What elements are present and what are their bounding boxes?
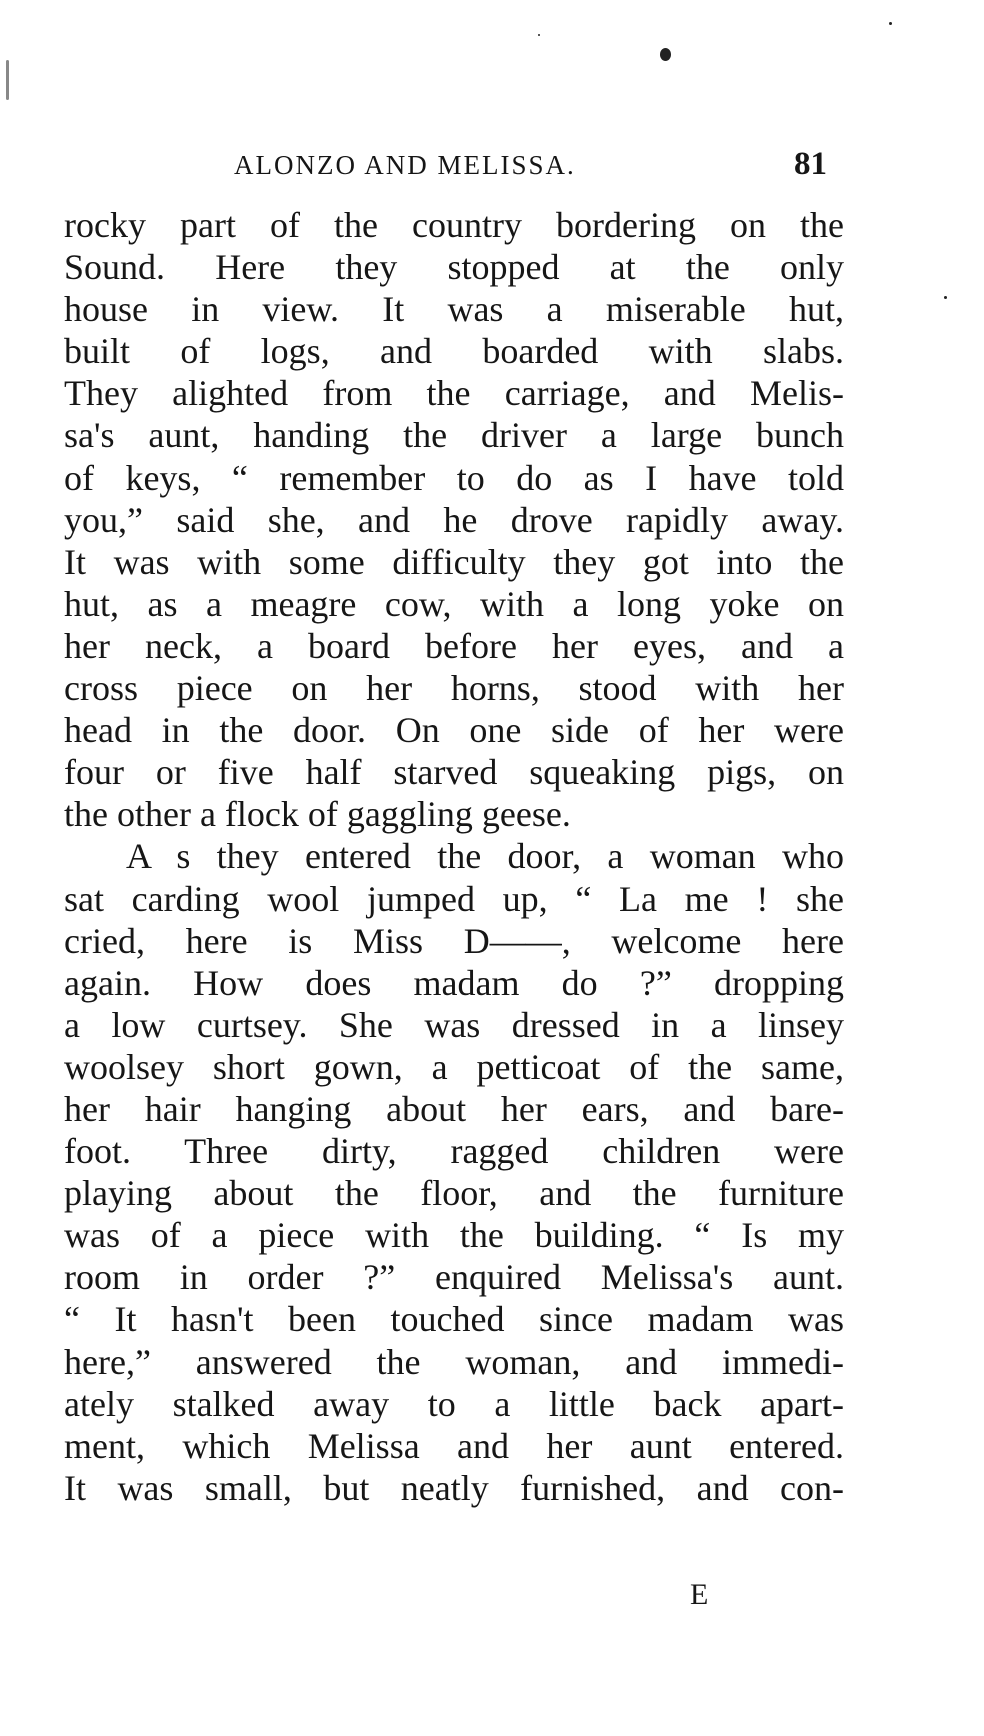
text-line: here,” answered the woman, and immedi- <box>64 1341 844 1382</box>
text-line: ment, which Melissa and her aunt entered. <box>64 1425 844 1466</box>
text-line: house in view. It was a miserable hut, <box>64 289 844 330</box>
text-line: built of logs, and boarded with slabs. <box>64 331 844 372</box>
text-line: the other a flock of gaggling geese. <box>64 794 571 835</box>
text-line: you,” said she, and he drove rapidly away. <box>64 499 844 540</box>
text-line: her neck, a board before her eyes, and a <box>64 625 844 666</box>
ink-speck <box>538 34 540 36</box>
ink-speck <box>944 296 947 299</box>
running-title: ALONZO AND MELISSA. <box>234 150 576 180</box>
text-line: ately stalked away to a little back apart- <box>64 1383 844 1424</box>
text-line: her hair hanging about her ears, and bare- <box>64 1088 844 1129</box>
text-line: rocky part of the country bordering on the <box>64 205 844 245</box>
text-line: It was small, but neatly furnished, and con- <box>64 1467 844 1508</box>
ink-speck <box>6 60 9 100</box>
text-line: of keys, “ remember to do as I have told <box>64 457 844 498</box>
text-line: playing about the floor, and the furniture <box>64 1173 844 1214</box>
text-line: sat carding wool jumped up, “ La me ! she <box>64 878 844 919</box>
running-header <box>0 146 984 186</box>
text-line: hut, as a meagre cow, with a long yoke on <box>64 583 844 624</box>
page-number: 81 <box>794 146 827 182</box>
text-line: room in order ?” enquired Melissa's aunt. <box>64 1257 844 1298</box>
text-line: woolsey short gown, a petticoat of the same, <box>64 1046 844 1087</box>
signature-mark: E <box>690 1578 709 1611</box>
text-line: It was with some difficulty they got into the <box>64 541 844 582</box>
text-line: sa's aunt, handing the driver a large bunch <box>64 415 844 456</box>
text-line: again. How does madam do ?” dropping <box>64 962 844 1003</box>
text-line: A s they entered the door, a woman who <box>126 836 844 877</box>
text-line: “ It hasn't been touched since madam was <box>64 1299 844 1340</box>
ink-speck <box>889 22 892 25</box>
text-line: They alighted from the carriage, and Melis- <box>64 373 844 414</box>
text-line: four or five half starved squeaking pigs, on <box>64 752 844 793</box>
text-line: foot. Three dirty, ragged children were <box>64 1131 844 1172</box>
ink-speck <box>660 48 671 61</box>
text-line: cross piece on her horns, stood with her <box>64 668 844 709</box>
text-line: cried, here is Miss D——, welcome here <box>64 920 844 961</box>
text-line: head in the door. On one side of her were <box>64 710 844 751</box>
body-text <box>64 204 844 1509</box>
text-line: a low curtsey. She was dressed in a linsey <box>64 1004 844 1045</box>
text-line: Sound. Here they stopped at the only <box>64 247 844 288</box>
text-line: was of a piece with the building. “ Is my <box>64 1215 844 1256</box>
